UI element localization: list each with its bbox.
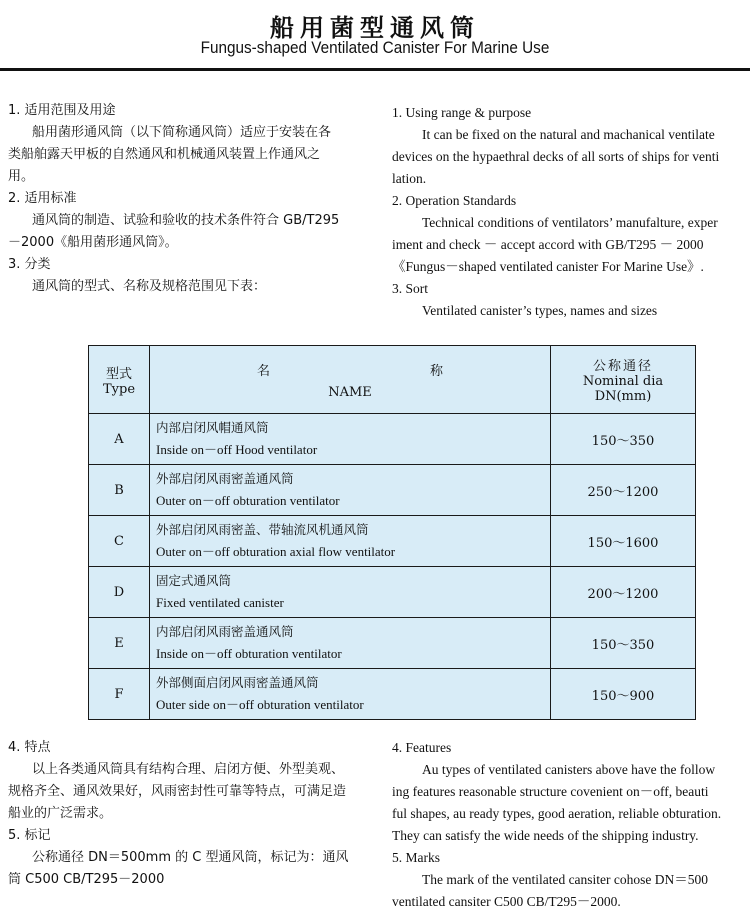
name-en: Outer on－off obturation axial flow ventilator: [156, 544, 396, 559]
type-cell: F: [89, 669, 150, 720]
right-bottom-line: 5. Marks: [392, 850, 440, 865]
left-top-line: 类船舶露天甲板的自然通风和机械通风装置上作通风之: [8, 147, 321, 162]
right-top-line: lation.: [392, 171, 427, 186]
right-top-line: 3. Sort: [392, 281, 429, 296]
left-top-line: 用。: [8, 169, 35, 184]
right-top-line: devices on the hypaethral decks of all sorts of ships for venti: [392, 149, 720, 164]
right-bottom-line: ful shapes, au ready types, good aeration, reliable obturation.: [392, 806, 722, 821]
type-cell: B: [89, 465, 150, 516]
right-bottom-line: Au types of ventilated canisters above have the follow: [422, 762, 716, 777]
left-bottom-line: 规格齐全、通风效果好，风雨密封性可靠等特点，可满足造: [8, 784, 347, 799]
right-top-line: iment and check － accept accord with GB/T295 － 2000: [392, 237, 704, 252]
name-cell: [150, 516, 551, 567]
header-type-cn: 型式: [105, 366, 132, 382]
dn-cell: 200～1200: [551, 567, 696, 618]
right-top-line: 1. Using range & purpose: [392, 105, 532, 120]
right-top-line: It can be fixed on the natural and machanical ventilate: [422, 127, 715, 142]
header-dn-cn: 公称通径: [592, 359, 653, 374]
name-en: Inside on－off Hood ventilator: [156, 442, 318, 457]
name-cn: 固定式通风筒: [156, 573, 232, 588]
left-top-line: 1. 适用范围及用途: [8, 103, 116, 118]
header-name-cn: [151, 360, 549, 379]
name-cell: [150, 567, 551, 618]
name-cell: [150, 414, 551, 465]
header-type-cell: [89, 346, 150, 414]
left-bottom-column: [8, 737, 348, 891]
dn-cell: 150～1600: [551, 516, 696, 567]
name-cell: [150, 465, 551, 516]
left-bottom-line: 船业的广泛需求。: [8, 806, 113, 821]
right-bottom-line: ing features reasonable structure covenient on－off, beauti: [392, 784, 709, 799]
header-type-en: Type: [102, 381, 136, 397]
left-top-line: 3. 分类: [8, 257, 51, 272]
type-cell: A: [89, 414, 150, 465]
header-name-cn-2: 称: [430, 363, 444, 379]
name-en: Inside on－off obturation ventilator: [156, 646, 342, 661]
dn-cell: 150～900: [551, 669, 696, 720]
right-top-line: 2. Operation Standards: [392, 193, 517, 208]
table-row-f: [89, 669, 696, 720]
name-en: Outer on－off obturation ventilator: [156, 493, 340, 508]
right-top-line: 《Fungus－shaped ventilated canister For Marine Use》.: [392, 259, 704, 274]
type-cell: E: [89, 618, 150, 669]
left-bottom-line: 以上各类通风筒具有结构合理、启闭方便、外型美观、: [32, 762, 345, 777]
header-rule: [0, 68, 750, 71]
right-bottom-line: ventilated cansiter C500 CB/T295－2000.: [392, 894, 621, 909]
name-cn: 外部侧面启闭风雨密盖通风筒: [156, 675, 319, 690]
header-dn-en-1: Nominal dia: [582, 374, 664, 389]
page-title-en: Fungus-shaped Ventilated Canister For Marine Use: [200, 38, 550, 57]
header-dn-cell: [551, 346, 696, 414]
right-bottom-line: The mark of the ventilated cansiter cohose DN＝500: [422, 872, 709, 887]
page-title-cn: 船用菌型通风筒: [270, 14, 480, 42]
name-cn: 外部启闭风雨密盖、带轴流风机通风筒: [156, 522, 369, 537]
name-cn: 内部启闭风帽通风筒: [156, 420, 269, 435]
type-cell: C: [89, 516, 150, 567]
left-top-line: 通风筒的制造、试验和验收的技术条件符合 GB/T295: [32, 213, 340, 228]
right-top-column: [392, 102, 719, 322]
name-cell: [150, 618, 551, 669]
table-row-e: [89, 618, 696, 669]
table-header-row: [89, 346, 696, 414]
right-bottom-line: 4. Features: [392, 740, 452, 755]
header-name-cn-1: 名: [256, 363, 270, 379]
left-bottom-line: 公称通径 DN＝500mm 的 C 型通风筒，标记为：通风: [32, 850, 349, 865]
dn-cell: 250～1200: [551, 465, 696, 516]
right-top-line: Technical conditions of ventilators’ manufalture, exper: [422, 215, 718, 230]
right-top-line: Ventilated canister’s types, names and sizes: [422, 303, 658, 318]
dn-cell: 150～350: [551, 618, 696, 669]
spec-table: [88, 345, 696, 720]
left-bottom-line: 筒 C500 CB/T295－2000: [8, 872, 165, 887]
left-top-line: 通风筒的型式、名称及规格范围见下表：: [32, 279, 267, 294]
left-bottom-line: 5. 标记: [8, 828, 51, 843]
left-top-line: －2000《船用菌形通风筒》。: [8, 235, 178, 250]
name-en: Outer side on－off obturation ventilator: [156, 697, 364, 712]
name-cn: 内部启闭风雨密盖通风筒: [156, 624, 294, 639]
right-bottom-column: [392, 737, 721, 913]
table-row-a: [89, 414, 696, 465]
dn-cell: 150～350: [551, 414, 696, 465]
left-top-line: 2. 适用标准: [8, 191, 77, 206]
name-en: Fixed ventilated canister: [156, 595, 284, 610]
header-name-en: NAME: [328, 384, 372, 400]
table-row-c: [89, 516, 696, 567]
name-cn: 外部启闭风雨密盖通风筒: [156, 471, 294, 486]
left-top-column: [8, 100, 339, 298]
type-cell: D: [89, 567, 150, 618]
left-top-line: 船用菌形通风筒（以下简称通风筒）适应于安装在各: [32, 125, 332, 140]
table-row-b: [89, 465, 696, 516]
left-bottom-line: 4. 特点: [8, 740, 51, 755]
right-bottom-line: They can satisfy the wide needs of the shipping industry.: [392, 828, 699, 843]
name-cell: [150, 669, 551, 720]
header-name-cell: [150, 346, 551, 414]
table-row-d: [89, 567, 696, 618]
header-dn-en-2: DN(mm): [594, 389, 652, 404]
